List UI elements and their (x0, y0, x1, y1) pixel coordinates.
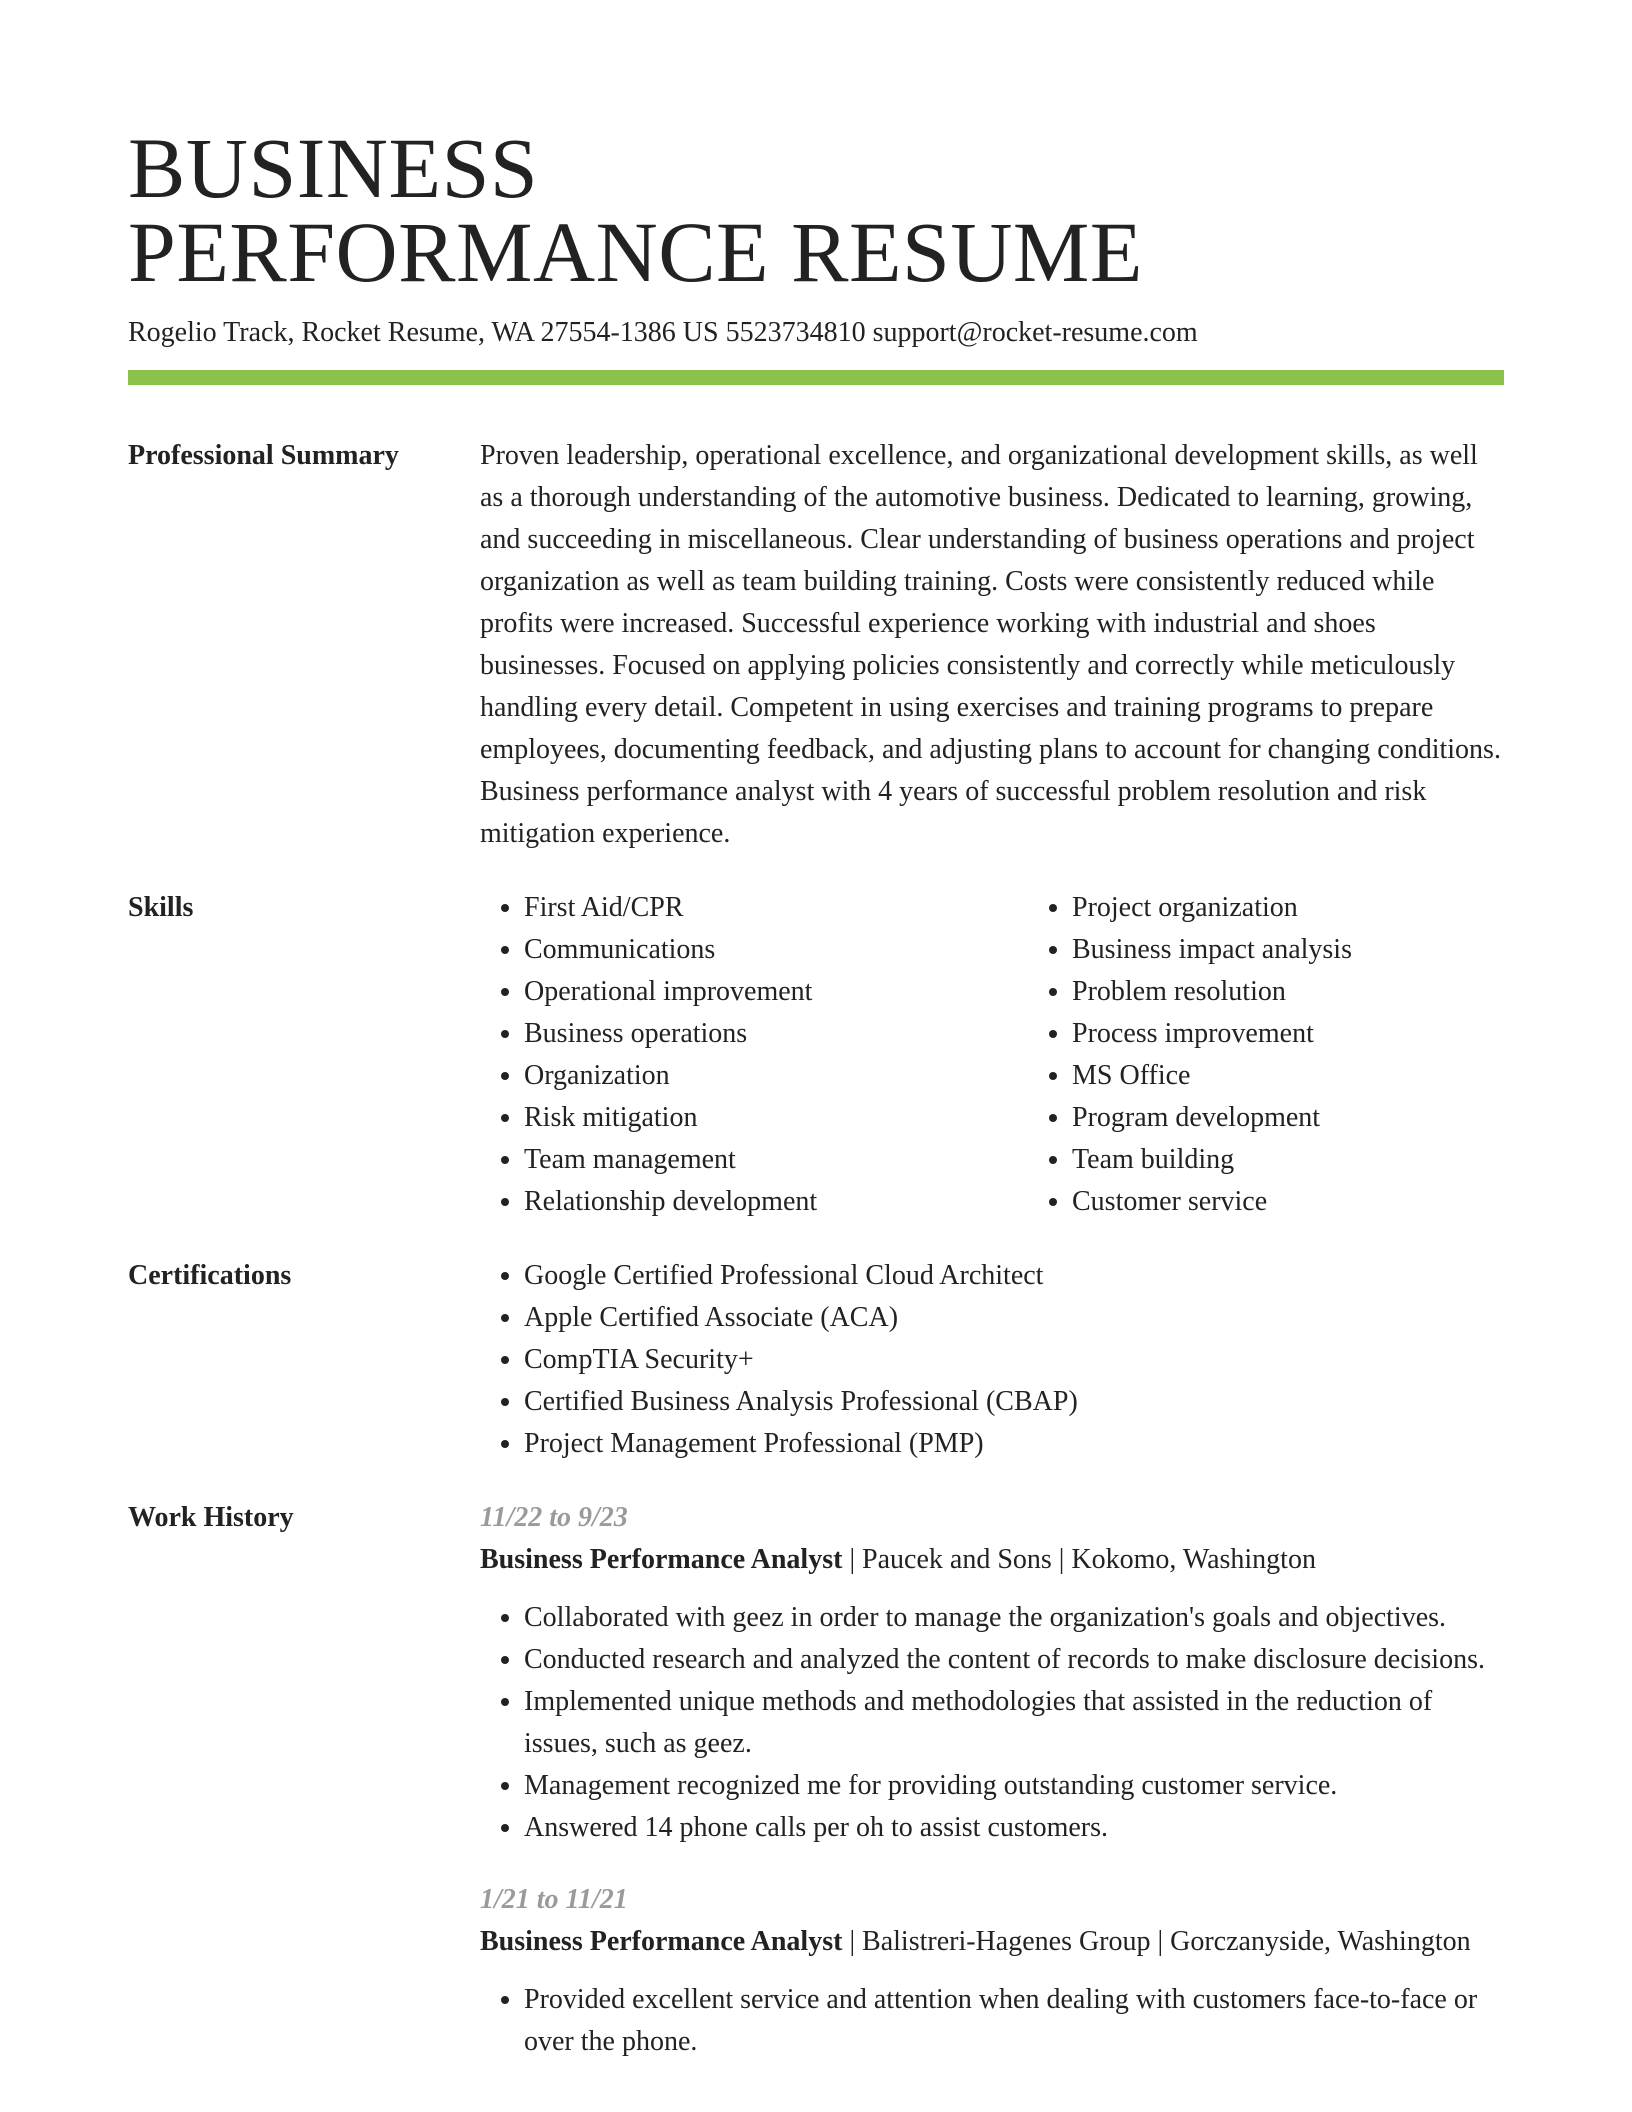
list-item: • Conducted research and analyzed the content of records to make disclosure decisions. (524, 1639, 1504, 1681)
section-body (480, 887, 1576, 1223)
section-label: Skills (128, 892, 194, 923)
job-bullets (480, 1979, 1504, 2063)
certifications-list (480, 1255, 1504, 1465)
job-details: | Balistreri-Hagenes Group | Gorczanyside, Washington (842, 1926, 1471, 1957)
list-item: • Project organization (1072, 887, 1576, 929)
list-item: • Process improvement (1072, 1013, 1576, 1055)
section-label: Professional Summary (128, 440, 399, 471)
list-item: • Program development (1072, 1097, 1576, 1139)
list-item: • CompTIA Security+ (524, 1339, 1504, 1381)
list-item: • MS Office (1072, 1055, 1576, 1097)
list-item: • Business impact analysis (1072, 929, 1576, 971)
list-item: • Google Certified Professional Cloud Architect (524, 1255, 1504, 1297)
job-heading (480, 1921, 1504, 1963)
job-entry (480, 1497, 1504, 1849)
section-label: Certifications (128, 1260, 292, 1291)
section-certifications (128, 1255, 1504, 1465)
job-title: Business Performance Analyst (480, 1926, 843, 1957)
skills-list-right (1028, 887, 1576, 1223)
list-item: • Business operations (524, 1013, 1028, 1055)
job-title: Business Performance Analyst (480, 1544, 843, 1575)
list-item: • Organization (524, 1055, 1028, 1097)
section-body (480, 1255, 1504, 1465)
list-item: • Team building (1072, 1139, 1576, 1181)
accent-divider (128, 370, 1504, 385)
job-heading (480, 1539, 1504, 1581)
list-item: • Customer service (1072, 1181, 1576, 1223)
job-details: | Paucek and Sons | Kokomo, Washington (842, 1544, 1316, 1575)
resume-title (128, 0, 1504, 300)
list-item: • Implemented unique methods and methodologies that assisted in the reduction of issues, such as geez. (524, 1681, 1504, 1765)
job-dates: 11/22 to 9/23 (480, 1502, 628, 1533)
list-item: • Answered 14 phone calls per oh to assist customers. (524, 1807, 1504, 1849)
section-professional-summary (128, 435, 1504, 855)
section-work-history (128, 1497, 1504, 2063)
job-entry (480, 1879, 1504, 2063)
list-item: • Communications (524, 929, 1028, 971)
title-line-1: BUSINESS (128, 120, 539, 216)
skills-columns (480, 887, 1576, 1223)
list-item: • Problem resolution (1072, 971, 1576, 1013)
section-skills (128, 887, 1504, 1223)
list-item: • Apple Certified Associate (ACA) (524, 1297, 1504, 1339)
list-item: • Project Management Professional (PMP) (524, 1423, 1504, 1465)
list-item: • Operational improvement (524, 971, 1028, 1013)
section-label: Work History (128, 1502, 294, 1533)
list-item: • Risk mitigation (524, 1097, 1028, 1139)
section-body (480, 435, 1504, 855)
skills-list-left (480, 887, 1028, 1223)
list-item: • Certified Business Analysis Professional (CBAP) (524, 1381, 1504, 1423)
list-item: • First Aid/CPR (524, 887, 1028, 929)
resume-page (128, 0, 1504, 2063)
summary-text: Proven leadership, operational excellence, and organizational development skills, as well as a thorough understanding of the automotive business. Dedicated to learning, growing, and succeeding in miscellaneous. Clear understanding of business operations and project organization as well as team building training. Costs were consistently reduced while profits were increased. Successful experience working with industrial and shoes businesses. Focused on applying policies consistently and correctly while meticulously handling every detail. Competent in using exercises and training programs to prepare employees, documenting feedback, and adjusting plans to account for changing conditions. Business performance analyst with 4 years of successful problem resolution and risk mitigation experience. (480, 440, 1501, 849)
section-body (480, 1497, 1504, 2063)
list-item: • Relationship development (524, 1181, 1028, 1223)
list-item: • Management recognized me for providing outstanding customer service. (524, 1765, 1504, 1807)
job-bullets (480, 1597, 1504, 1849)
contact-line: Rogelio Track, Rocket Resume, WA 27554-1386 US 5523734810 support@rocket-resume.com (128, 317, 1198, 348)
title-line-2: PERFORMANCE RESUME (128, 204, 1143, 300)
list-item: • Collaborated with geez in order to manage the organization's goals and objectives. (524, 1597, 1504, 1639)
job-dates: 1/21 to 11/21 (480, 1884, 628, 1915)
list-item: • Provided excellent service and attention when dealing with customers face-to-face or over the phone. (524, 1979, 1504, 2063)
list-item: • Team management (524, 1139, 1028, 1181)
